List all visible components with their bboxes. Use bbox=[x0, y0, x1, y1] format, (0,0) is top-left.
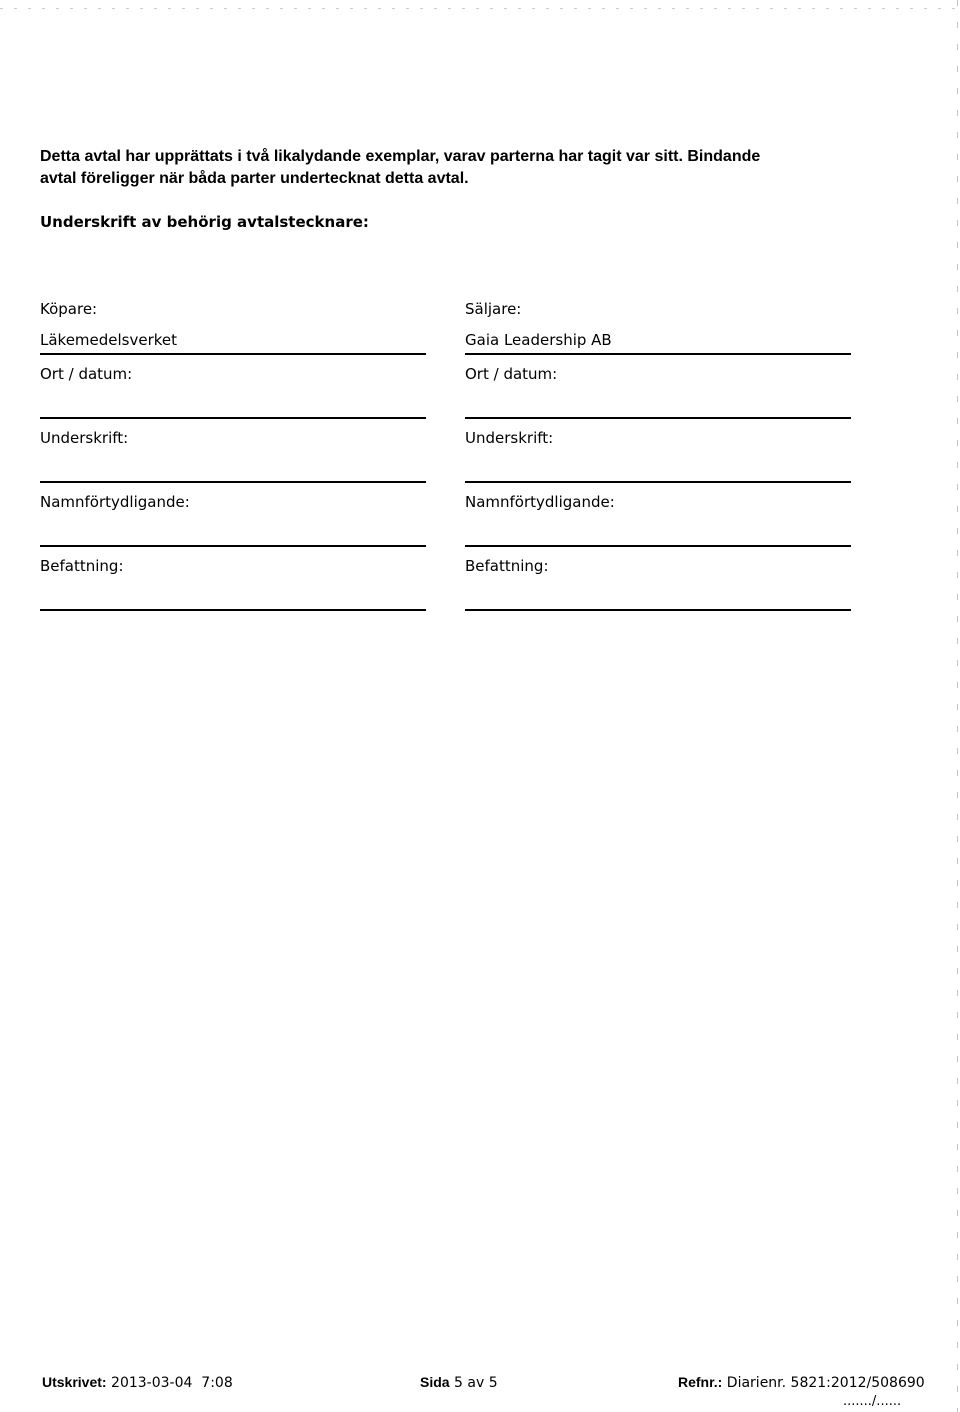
signature-heading: Underskrift av behörig avtalstecknare: bbox=[40, 213, 369, 231]
buyer-position-label: Befattning: bbox=[40, 557, 124, 575]
seller-column bbox=[465, 298, 851, 611]
buyer-column bbox=[40, 298, 426, 611]
buyer-signature-label: Underskrift: bbox=[40, 429, 129, 447]
ref-label: Refnr.: bbox=[678, 1374, 723, 1390]
seller-position-label: Befattning: bbox=[465, 557, 549, 575]
seller-signature-label: Underskrift: bbox=[465, 429, 554, 447]
buyer-position-line bbox=[40, 609, 426, 611]
seller-place-date-label: Ort / datum: bbox=[465, 365, 558, 383]
scan-edge-right bbox=[957, 0, 958, 1412]
buyer-place-date-label: Ort / datum: bbox=[40, 365, 133, 383]
buyer-label: Köpare: bbox=[40, 300, 98, 318]
buyer-name: Läkemedelsverket bbox=[40, 331, 178, 349]
seller-signature-field[interactable] bbox=[465, 419, 851, 483]
buyer-signature-field[interactable] bbox=[40, 419, 426, 483]
seller-place-date-field[interactable] bbox=[465, 355, 851, 419]
page-label: Sida bbox=[420, 1374, 450, 1390]
reference-number bbox=[678, 1374, 925, 1391]
seller-position-field[interactable] bbox=[465, 547, 851, 611]
buyer-name-clarification-field[interactable] bbox=[40, 483, 426, 547]
seller-name: Gaia Leadership AB bbox=[465, 331, 612, 349]
printed-label: Utskrivet: bbox=[42, 1374, 107, 1390]
page-value: 5 av 5 bbox=[454, 1375, 498, 1391]
agreement-statement: Detta avtal har upprättats i två likalydande exemplar, varav parterna har tagit var sitt. Bindande avtal föreligger när båda parter undertecknat detta avtal. bbox=[40, 148, 761, 187]
seller-name-clarification-label: Namnförtydligande: bbox=[465, 493, 615, 511]
scan-edge-top bbox=[0, 8, 960, 9]
seller-name-clarification-field[interactable] bbox=[465, 483, 851, 547]
buyer-place-date-field[interactable] bbox=[40, 355, 426, 419]
buyer-name-clarification-label: Namnförtydligande: bbox=[40, 493, 190, 511]
buyer-position-field[interactable] bbox=[40, 547, 426, 611]
continuation-mark: ......./...... bbox=[843, 1394, 902, 1409]
printed-info bbox=[42, 1374, 233, 1391]
seller-position-line bbox=[465, 609, 851, 611]
printed-value: 2013-03-04 7:08 bbox=[111, 1375, 233, 1391]
page-number bbox=[420, 1374, 498, 1391]
ref-value: Diarienr. 5821:2012/508690 bbox=[726, 1375, 925, 1391]
seller-label: Säljare: bbox=[465, 300, 522, 318]
